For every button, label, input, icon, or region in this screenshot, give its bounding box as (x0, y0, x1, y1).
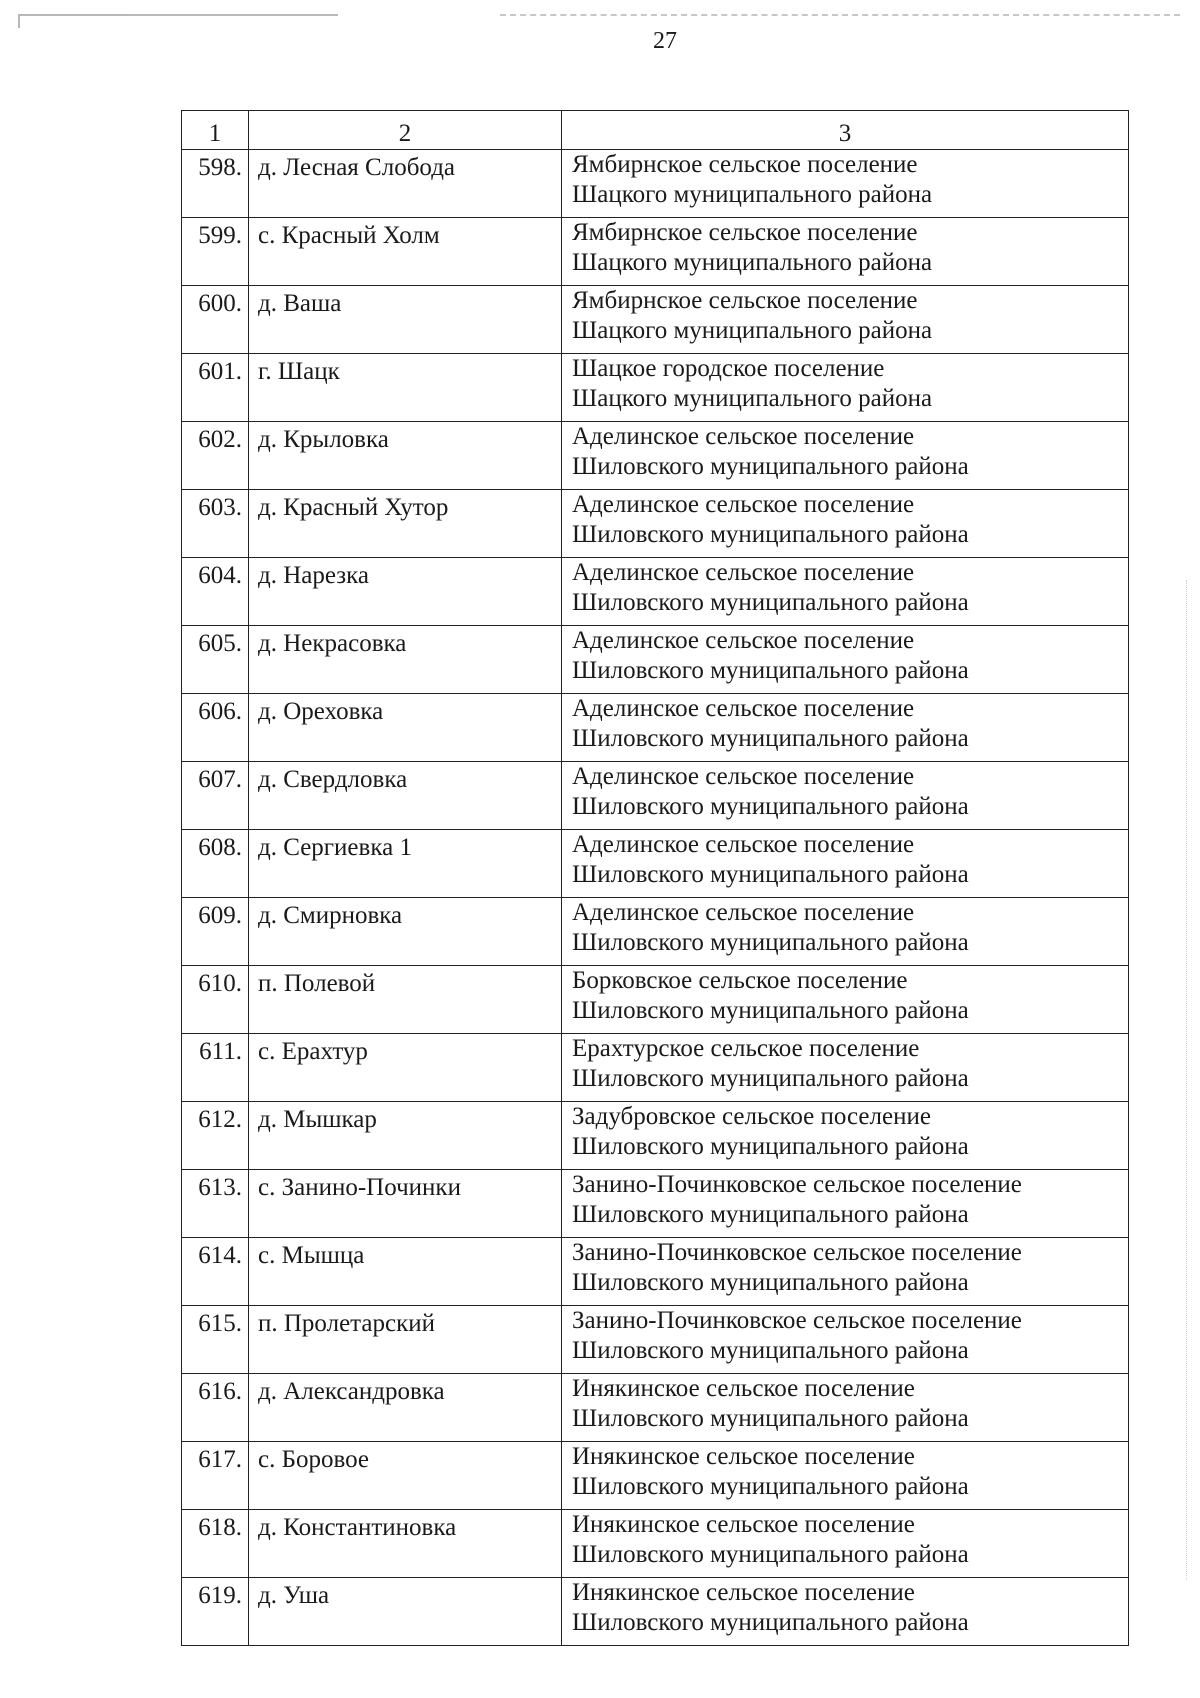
settlement-authority-line: Аделинское сельское поселение (572, 899, 915, 926)
settlement-name-cell: с. Красный Холм (249, 218, 562, 286)
row-number-cell: 616. (182, 1374, 249, 1442)
district-line: Шиловского муниципального района (572, 1405, 969, 1432)
scan-artifact-right-edge (1186, 580, 1188, 1580)
municipality-cell (562, 150, 1129, 218)
table-body (182, 111, 1129, 1646)
row-number-cell: 607. (182, 762, 249, 830)
district-line: Шиловского муниципального района (572, 1473, 969, 1500)
settlement-name-cell: д. Александровка (249, 1374, 562, 1442)
settlement-authority-line: Занино-Починковское сельское поселение (572, 1239, 1022, 1266)
settlement-name-cell: д. Ваша (249, 286, 562, 354)
row-number-cell: 600. (182, 286, 249, 354)
district-line: Шиловского муниципального района (572, 657, 969, 684)
table-row (182, 898, 1129, 966)
table-header-row (182, 111, 1129, 150)
district-line: Шиловского муниципального района (572, 453, 969, 480)
settlement-authority-line: Ерахтурское сельское поселение (572, 1035, 920, 1062)
municipality-cell (562, 1102, 1129, 1170)
municipality-cell (562, 830, 1129, 898)
settlement-name-cell: д. Константиновка (249, 1510, 562, 1578)
settlement-authority-line: Аделинское сельское поселение (572, 627, 915, 654)
settlement-authority-line: Инякинское сельское поселение (572, 1375, 915, 1402)
table-row (182, 830, 1129, 898)
municipality-cell (562, 694, 1129, 762)
settlement-authority-line: Ямбирнское сельское поселение (572, 219, 918, 246)
settlement-name-cell: п. Полевой (249, 966, 562, 1034)
district-line: Шацкого муниципального района (572, 385, 933, 412)
settlement-name-cell: п. Пролетарский (249, 1306, 562, 1374)
table-row (182, 1306, 1129, 1374)
table-row (182, 1578, 1129, 1646)
municipality-cell (562, 490, 1129, 558)
settlement-authority-line: Аделинское сельское поселение (572, 763, 915, 790)
settlement-authority-line: Инякинское сельское поселение (572, 1443, 915, 1470)
settlement-authority-line: Борковское сельское поселение (572, 967, 908, 994)
row-number-cell: 604. (182, 558, 249, 626)
district-line: Шиловского муниципального района (572, 521, 969, 548)
settlement-authority-line: Аделинское сельское поселение (572, 831, 915, 858)
scan-artifact-top-right (500, 14, 1180, 18)
settlement-name-cell: д. Крыловка (249, 422, 562, 490)
row-number-cell: 618. (182, 1510, 249, 1578)
row-number-cell: 612. (182, 1102, 249, 1170)
row-number-cell: 601. (182, 354, 249, 422)
table-row (182, 1170, 1129, 1238)
municipality-cell (562, 286, 1129, 354)
municipality-cell (562, 1306, 1129, 1374)
settlement-name-cell: д. Лесная Слобода (249, 150, 562, 218)
table-row (182, 1510, 1129, 1578)
settlements-table (181, 110, 1129, 1646)
settlement-name-cell: д. Ореховка (249, 694, 562, 762)
column-header-2: 2 (249, 111, 562, 150)
table-row (182, 558, 1129, 626)
municipality-cell (562, 1034, 1129, 1102)
table-row (182, 1034, 1129, 1102)
row-number-cell: 603. (182, 490, 249, 558)
district-line: Шиловского муниципального района (572, 589, 969, 616)
settlement-authority-line: Инякинское сельское поселение (572, 1579, 915, 1606)
table-row (182, 966, 1129, 1034)
settlement-name-cell: д. Нарезка (249, 558, 562, 626)
settlement-name-cell: д. Свердловка (249, 762, 562, 830)
page-number: 27 (653, 28, 677, 54)
settlement-name-cell: д. Смирновка (249, 898, 562, 966)
municipality-cell (562, 626, 1129, 694)
municipality-cell (562, 1374, 1129, 1442)
district-line: Шиловского муниципального района (572, 1065, 969, 1092)
settlement-name-cell: д. Красный Хутор (249, 490, 562, 558)
row-number-cell: 605. (182, 626, 249, 694)
column-header-3: 3 (562, 111, 1129, 150)
table-row (182, 1442, 1129, 1510)
settlement-authority-line: Аделинское сельское поселение (572, 423, 915, 450)
table-row (182, 1238, 1129, 1306)
district-line: Шиловского муниципального района (572, 997, 969, 1024)
settlement-name-cell: г. Шацк (249, 354, 562, 422)
district-line: Шиловского муниципального района (572, 861, 969, 888)
municipality-cell (562, 1238, 1129, 1306)
table-row (182, 694, 1129, 762)
settlement-name-cell: с. Мышца (249, 1238, 562, 1306)
district-line: Шиловского муниципального района (572, 1269, 969, 1296)
table-row (182, 150, 1129, 218)
table-row (182, 626, 1129, 694)
scan-artifact-top-left (18, 14, 338, 20)
settlement-authority-line: Аделинское сельское поселение (572, 695, 915, 722)
district-line: Шиловского муниципального района (572, 725, 969, 752)
settlement-authority-line: Аделинское сельское поселение (572, 491, 915, 518)
table-row (182, 1374, 1129, 1442)
row-number-cell: 608. (182, 830, 249, 898)
table-row (182, 490, 1129, 558)
settlement-authority-line: Ямбирнское сельское поселение (572, 287, 918, 314)
settlement-authority-line: Ямбирнское сельское поселение (572, 151, 918, 178)
table-row (182, 218, 1129, 286)
settlement-name-cell: с. Ерахтур (249, 1034, 562, 1102)
municipality-cell (562, 218, 1129, 286)
row-number-cell: 611. (182, 1034, 249, 1102)
row-number-cell: 619. (182, 1578, 249, 1646)
settlement-authority-line: Занино-Починковское сельское поселение (572, 1307, 1022, 1334)
settlement-name-cell: д. Уша (249, 1578, 562, 1646)
district-line: Шиловского муниципального района (572, 1201, 969, 1228)
district-line: Шиловского муниципального района (572, 1133, 969, 1160)
district-line: Шацкого муниципального района (572, 181, 933, 208)
municipality-cell (562, 354, 1129, 422)
settlement-authority-line: Аделинское сельское поселение (572, 559, 915, 586)
row-number-cell: 609. (182, 898, 249, 966)
table-row (182, 354, 1129, 422)
district-line: Шиловского муниципального района (572, 929, 969, 956)
district-line: Шиловского муниципального района (572, 793, 969, 820)
row-number-cell: 602. (182, 422, 249, 490)
municipality-cell (562, 1442, 1129, 1510)
municipality-cell (562, 1170, 1129, 1238)
table-row (182, 286, 1129, 354)
settlement-name-cell: с. Боровое (249, 1442, 562, 1510)
municipality-cell (562, 1510, 1129, 1578)
table-row (182, 762, 1129, 830)
municipality-cell (562, 898, 1129, 966)
row-number-cell: 606. (182, 694, 249, 762)
row-number-cell: 614. (182, 1238, 249, 1306)
municipality-cell (562, 558, 1129, 626)
row-number-cell: 615. (182, 1306, 249, 1374)
row-number-cell: 610. (182, 966, 249, 1034)
district-line: Шиловского муниципального района (572, 1337, 969, 1364)
row-number-cell: 598. (182, 150, 249, 218)
table-row (182, 1102, 1129, 1170)
settlement-name-cell: д. Некрасовка (249, 626, 562, 694)
municipality-cell (562, 1578, 1129, 1646)
municipality-cell (562, 966, 1129, 1034)
settlement-name-cell: с. Занино-Починки (249, 1170, 562, 1238)
settlement-authority-line: Шацкое городское поселение (572, 355, 885, 382)
municipality-cell (562, 422, 1129, 490)
row-number-cell: 599. (182, 218, 249, 286)
table-row (182, 422, 1129, 490)
settlement-authority-line: Занино-Починковское сельское поселение (572, 1171, 1022, 1198)
settlement-authority-line: Задубровское сельское поселение (572, 1103, 931, 1130)
column-header-1: 1 (182, 111, 249, 150)
settlement-authority-line: Инякинское сельское поселение (572, 1511, 915, 1538)
municipality-cell (562, 762, 1129, 830)
settlement-name-cell: д. Мышкар (249, 1102, 562, 1170)
row-number-cell: 613. (182, 1170, 249, 1238)
settlement-name-cell: д. Сергиевка 1 (249, 830, 562, 898)
district-line: Шацкого муниципального района (572, 249, 933, 276)
district-line: Шиловского муниципального района (572, 1609, 969, 1636)
district-line: Шацкого муниципального района (572, 317, 933, 344)
row-number-cell: 617. (182, 1442, 249, 1510)
district-line: Шиловского муниципального района (572, 1541, 969, 1568)
